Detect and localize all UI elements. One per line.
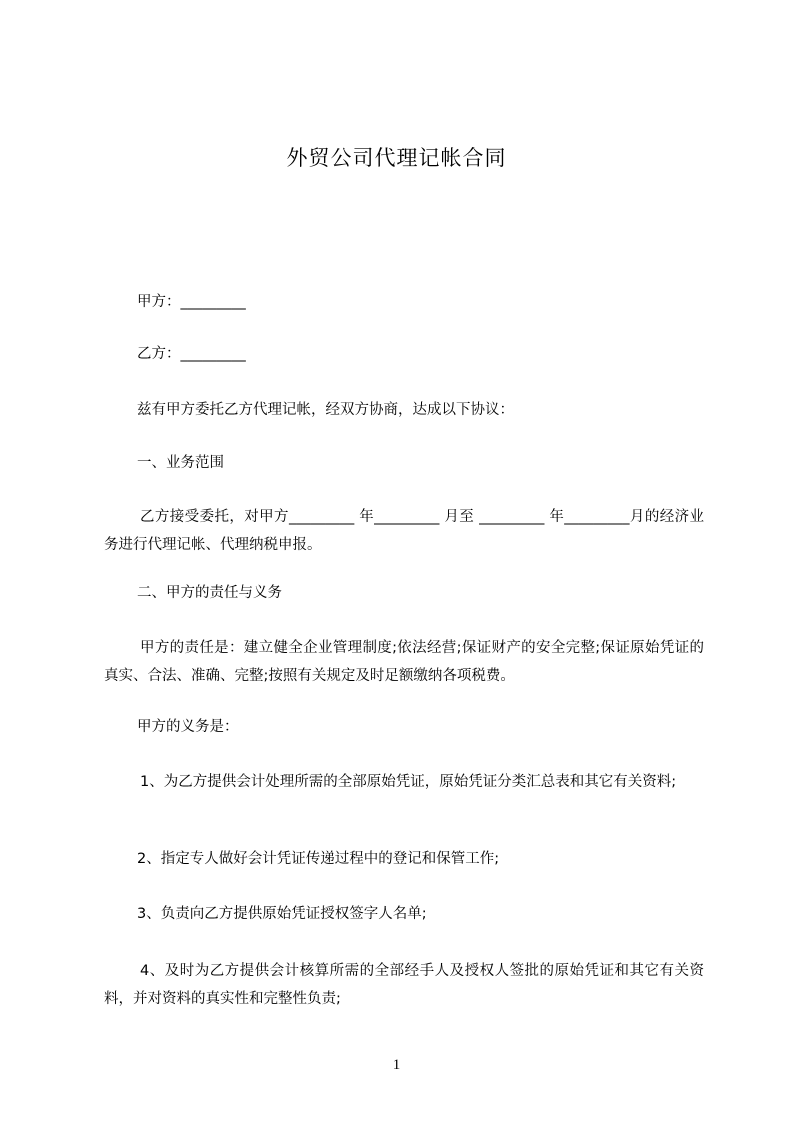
duty-item-1: 1、为乙方提供会计处理所需的全部原始凭证，原始凭证分类汇总表和其它有关资料; [140, 774, 677, 790]
preamble-paragraph: 兹有甲方委托乙方代理记帐，经双方协商，达成以下协议： [137, 402, 514, 418]
party-a-line: 甲方：_________ [137, 294, 246, 310]
duty-item-2: 2、指定专人做好会计凭证传递过程中的登记和保管工作; [137, 851, 500, 867]
party-a-responsibility-paragraph: 甲方的责任是：建立健全企业管理制度;依法经营;保证财产的安全完整;保证原始凭证的真实、合法、准确、完整;按照有关规定及时足额缴纳各项税费。 [104, 640, 704, 684]
party-a-duties-intro: 甲方的义务是： [137, 719, 239, 735]
page-number: 1 [392, 1057, 401, 1073]
party-b-line: 乙方：_________ [137, 346, 246, 362]
page-title: 外贸公司代理记帐合同 [286, 146, 507, 170]
section-heading-party-a-duties: 二、甲方的责任与义务 [137, 585, 282, 601]
section-heading-scope: 一、业务范围 [137, 455, 224, 471]
duty-item-4: 4、及时为乙方提供会计核算所需的全部经手人及授权人签批的原始凭证和其它有关资料，并对资料的真实性和完整性负责; [104, 963, 704, 1007]
scope-paragraph: 乙方接受委托，对甲方_________ 年_________ 月至 _________ 年_________月的经济业务进行代理记帐、代理纳税申报。 [104, 509, 704, 553]
duty-item-3: 3、负责向乙方提供原始凭证授权签字人名单; [137, 906, 427, 922]
